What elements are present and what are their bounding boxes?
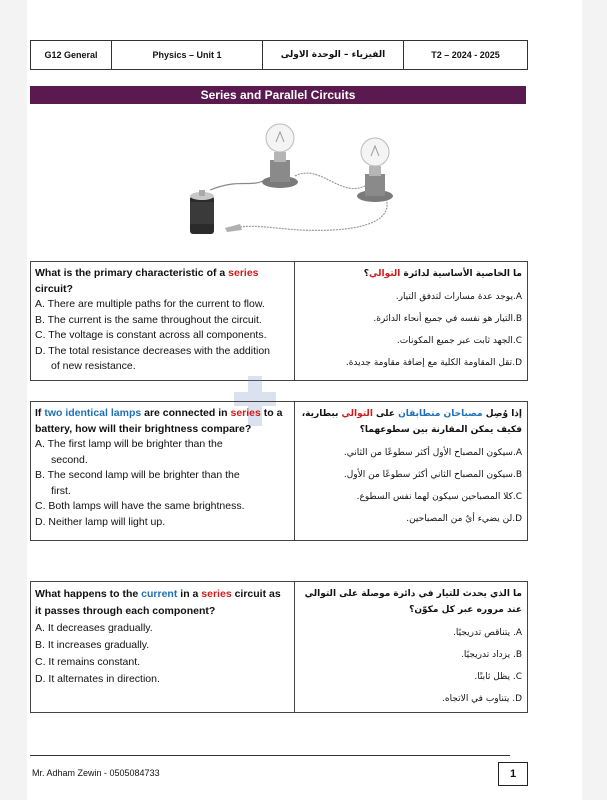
section-banner: Series and Parallel Circuits (30, 86, 526, 104)
option-b-ar: B.التيار هو نفسه في جميع أنحاء الدائرة. (373, 314, 522, 324)
header-table (30, 40, 528, 70)
option-d: D. Neither lamp will light up. (35, 515, 166, 528)
question-text: What is the primary characteristic of a series circuit? (35, 267, 259, 295)
option-d: D. It alternates in direction. (35, 673, 160, 685)
question-text: What happens to the current in a series circuit as it passes through each component? (35, 588, 281, 617)
lamp-icon (357, 138, 393, 202)
option-a: A. There are multiple paths for the current to flow. (35, 298, 265, 310)
page-number: 1 (498, 762, 528, 786)
option-d-ar: D.تقل المقاومة الكلية مع إضافة مقاومة جديدة. (345, 358, 522, 368)
question-1-ar (295, 262, 527, 380)
question-1-en (31, 262, 295, 380)
unit-ar-cell: الفيزياء – الوحدة الاولى (263, 41, 404, 69)
question-1 (30, 261, 528, 381)
option-b-ar: B. يزداد تدريجيًا. (461, 650, 522, 660)
option-c-ar: C.كلا المصباحين سيكون لهما نفس السطوع. (356, 492, 522, 502)
option-b: B. The current is the same throughout the circuit. (35, 313, 262, 326)
option-b-cont: first. (51, 484, 71, 497)
option-c: C. Both lamps will have the same brightness. (35, 500, 245, 512)
question-text-ar: ما الخاصية الأساسية لدائرة التوالي؟ (363, 269, 522, 279)
battery-icon (190, 190, 214, 234)
option-d-ar: D. يتناوب في الاتجاه. (442, 694, 522, 704)
option-a: A. The first lamp will be brighter than the (35, 438, 223, 450)
term-cell: T2 – 2024 - 2025 (431, 50, 500, 60)
option-c: C. It remains constant. (35, 656, 141, 668)
option-c-ar: C. يظل ثابتًا. (474, 672, 522, 682)
option-b-ar: B.سيكون المصباح الثاني أكثر سطوعًا من الأول. (343, 470, 522, 480)
question-2-en (31, 402, 295, 540)
circuit-illustration (180, 118, 420, 248)
option-c: C. The voltage is constant across all components. (35, 329, 267, 341)
question-3-ar (295, 582, 527, 712)
option-b: B. It increases gradually. (35, 639, 150, 651)
option-a: A. It decreases gradually. (35, 622, 153, 634)
option-a-cont: second. (51, 453, 88, 466)
question-2 (30, 401, 528, 541)
option-a-ar: A.سيكون المصباح الأول أكثر سطوعًا من الثاني. (343, 448, 522, 458)
unit-en-cell: Physics – Unit 1 (112, 41, 263, 69)
course-cell: G12 General (31, 41, 112, 69)
option-d: D. The total resistance decreases with the addition (35, 344, 271, 357)
option-d-cont: of new resistance. (51, 360, 136, 372)
lamp-icon (262, 124, 298, 188)
option-b: B. The second lamp will be brighter than the (35, 469, 240, 481)
question-text-ar: إذا وُصِل مصباحان متطابقان على التوالي ببطارية، فكيف يمكن المقارنة بين سطوعهما؟ (301, 409, 522, 435)
question-text-ar: ما الذي يحدث للتيار في دائرة موصلة على التوالي عند مروره عبر كل مكوّن؟ (304, 589, 522, 615)
option-c-ar: C.الجهد ثابت عبر جميع المكونات. (396, 336, 522, 346)
option-a-ar: A. يتناقص تدريجيًا. (453, 628, 522, 638)
question-2-ar (295, 402, 527, 540)
option-a-ar: A.يوجد عدة مسارات لتدفق التيار. (395, 292, 522, 302)
question-text: If two identical lamps are connected in series to a battery, how will their brightness compare? (35, 407, 283, 435)
question-3 (30, 581, 528, 713)
footer-author: Mr. Adham Zewin - 0505084733 (32, 768, 160, 778)
option-d-ar: D.لن يضيء أيٌ من المصباحين. (406, 514, 522, 524)
footer-divider (30, 755, 510, 756)
question-3-en (31, 582, 295, 712)
